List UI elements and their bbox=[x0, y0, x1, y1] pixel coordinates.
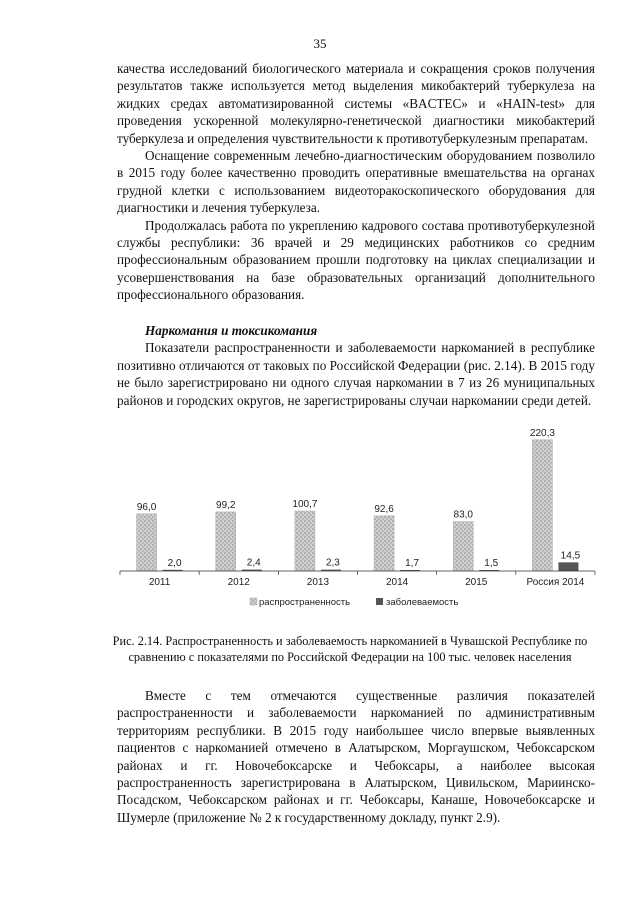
data-label-prevalence: 220,3 bbox=[529, 427, 555, 439]
paragraph-staff: Продолжалась работа по укреплению кадрового состава противотуберкулезной службы республики: 36 врачей и 29 медицинских работников со средним профессиональным образованием прошли подготовку на циклах специализации и усовершенствования на базе образовательных организаций дополнительного профессионального образования. bbox=[117, 217, 595, 303]
data-label-prevalence: 96,0 bbox=[136, 501, 157, 513]
x-tick-label: 2015 bbox=[465, 577, 488, 588]
x-tick-label: 2012 bbox=[227, 577, 250, 588]
legend-swatch-incidence bbox=[376, 598, 383, 605]
x-tick-label: 2014 bbox=[385, 577, 409, 588]
drug-section bbox=[117, 322, 595, 409]
data-label-prevalence: 83,0 bbox=[453, 509, 473, 521]
data-label-prevalence: 99,2 bbox=[216, 499, 236, 511]
paragraph-territories: Вместе с тем отмечаются существенные различия показателей распространенности и заболеваемости наркоманией по административным территориям республики. В 2015 году наибольшее число впервые выявленных пациентов с наркоманией отмечено в Алатырском, Моргаушском, Чебоксарском районах и гг. Новочебоксарске и Чебоксары, а наиболее высокая распространенность зарегистрирована в Алатырском, Цивильском, Мариинско-Посадском, Чебоксарском районах и гг. Чебоксары, Канаше, Новочебоксарске и Шумерле (приложение № 2 к государственному докладу, пункт 2.9). bbox=[117, 688, 595, 825]
x-tick-label: 2011 bbox=[148, 577, 171, 588]
legend-swatch-prevalence bbox=[250, 598, 257, 605]
legend-label-incidence: заболеваемость bbox=[386, 597, 459, 608]
section-heading: Наркомания и токсикомания bbox=[145, 323, 318, 338]
data-label-incidence: 14,5 bbox=[560, 550, 581, 562]
bar-chart bbox=[100, 420, 600, 620]
legend-label-prevalence: распространенность bbox=[259, 597, 351, 608]
x-tick-label: Россия 2014 bbox=[526, 577, 585, 588]
bar-prevalence bbox=[374, 516, 394, 571]
bar-prevalence bbox=[295, 511, 315, 571]
data-label-incidence: 2,4 bbox=[246, 557, 261, 569]
bar-prevalence bbox=[532, 440, 552, 571]
bar-incidence bbox=[558, 562, 578, 571]
paragraph-equipment: Оснащение современным лечебно-диагностическим оборудованием позволило в 2015 году более качественно проводить оперативные вмешательства на органах грудной клетки с использованием видеоторакоскопического оборудования для диагностики и лечения туберкулеза. bbox=[117, 148, 595, 216]
data-label-incidence: 2,0 bbox=[167, 557, 182, 569]
data-label-prevalence: 92,6 bbox=[374, 503, 394, 515]
page-number: 35 bbox=[313, 36, 327, 51]
data-label-prevalence: 100,7 bbox=[292, 499, 318, 511]
figure-caption: Рис. 2.14. Распространенность и заболеваемость наркоманией в Чувашской Республике по сравнению с показателями по Российской Федерации на 100 тыс. человек населения bbox=[112, 634, 588, 664]
bar-prevalence bbox=[453, 522, 473, 571]
intro-text bbox=[117, 60, 595, 304]
bar-prevalence bbox=[137, 514, 157, 571]
data-label-incidence: 2,3 bbox=[325, 557, 340, 569]
paragraph-bactec: качества исследований биологического материала и сокращения сроков получения результатов также используется метод выделения микобактерий туберкулеза на жидких средах автоматизированной системы «BACTEC» и «HAIN-test» для проведения ускоренной молекулярно-генетической диагностики микобактерий туберкулеза и определения чувствительности к противотуберкулезным препаратам. bbox=[117, 61, 595, 146]
data-label-incidence: 1,7 bbox=[405, 557, 420, 569]
x-tick-label: 2013 bbox=[306, 577, 330, 588]
data-label-incidence: 1,5 bbox=[484, 558, 499, 569]
bar-prevalence bbox=[216, 512, 236, 571]
paragraph-drug-stats: Показатели распространенности и заболеваемости наркоманией в республике позитивно отличаются от таковых по Российской Федерации (рис. 2.14). В 2015 году не было зарегистрировано ни одного случая наркомании в 7 из 26 муниципальных районов и городских округов, не зарегистрированы случаи наркомании среди детей. bbox=[117, 340, 595, 408]
closing-text bbox=[117, 687, 595, 826]
